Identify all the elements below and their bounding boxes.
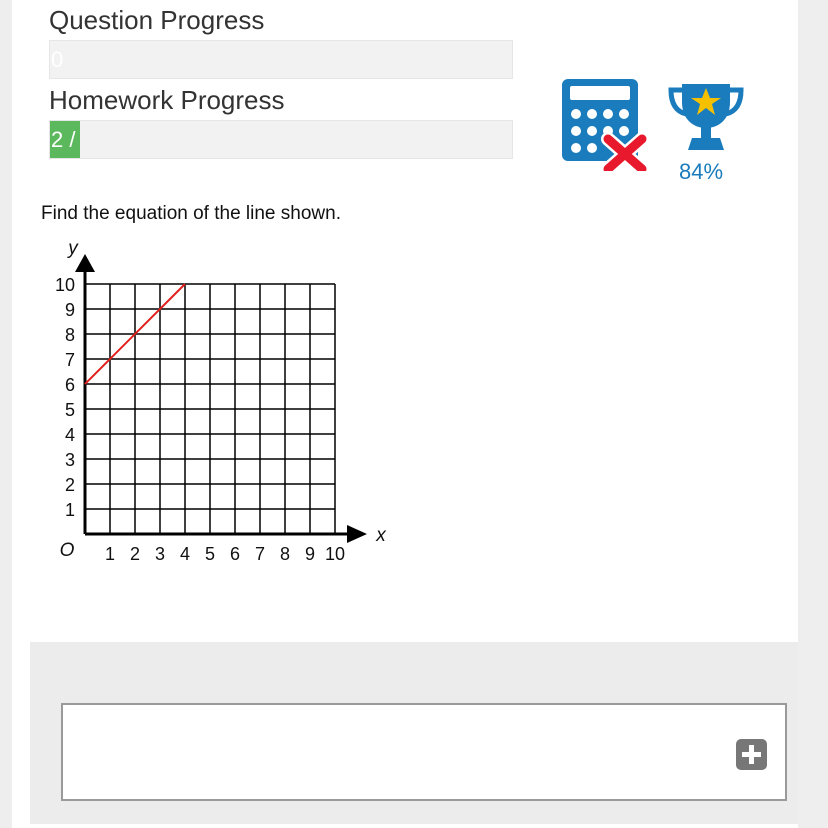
x-tick-label: 10 (324, 544, 346, 564)
question-progress-bar (49, 40, 513, 79)
x-tick-label: 5 (204, 544, 216, 564)
calculator-icon[interactable] (562, 79, 648, 171)
y-tick-label: 3 (64, 450, 75, 470)
y-tick-label: 5 (64, 400, 75, 420)
x-tick-label: 2 (129, 544, 141, 564)
score-percentage: 84% (679, 159, 724, 184)
x-axis-arrow (347, 525, 367, 543)
answer-input[interactable] (61, 703, 787, 801)
x-axis-label: x (376, 525, 386, 546)
y-tick-label: 7 (64, 350, 75, 370)
x-tick-label: 9 (304, 544, 316, 564)
homework-progress-label: Homework Progress (49, 85, 285, 115)
line-graph (30, 232, 390, 572)
x-tick-label: 1 (104, 544, 116, 564)
question-progress-label: Question Progress (49, 5, 265, 35)
x-tick-label: 6 (229, 544, 241, 564)
x-tick-label: 4 (179, 544, 191, 564)
origin-label: O (59, 540, 75, 561)
y-axis-arrow (75, 254, 95, 272)
x-tick-label: 7 (254, 544, 266, 564)
homework-progress-bar (49, 120, 513, 159)
y-axis-label: y (68, 238, 78, 259)
bottom-divider (30, 824, 798, 828)
x-tick-label: 8 (279, 544, 291, 564)
question-text: Find the equation of the line shown. (41, 203, 341, 224)
y-tick-label: 10 (54, 275, 75, 295)
plus-square-icon[interactable] (736, 739, 767, 770)
trophy-icon (668, 80, 744, 154)
x-tick-label: 3 (154, 544, 166, 564)
y-tick-label: 1 (64, 500, 75, 520)
y-tick-label: 9 (64, 300, 75, 320)
question-progress-value: 0 (51, 47, 64, 72)
y-tick-label: 2 (64, 475, 75, 495)
y-tick-label: 8 (64, 325, 75, 345)
y-tick-label: 4 (64, 425, 75, 445)
y-tick-label: 6 (64, 375, 75, 395)
homework-progress-fill: 2 / (50, 121, 80, 158)
